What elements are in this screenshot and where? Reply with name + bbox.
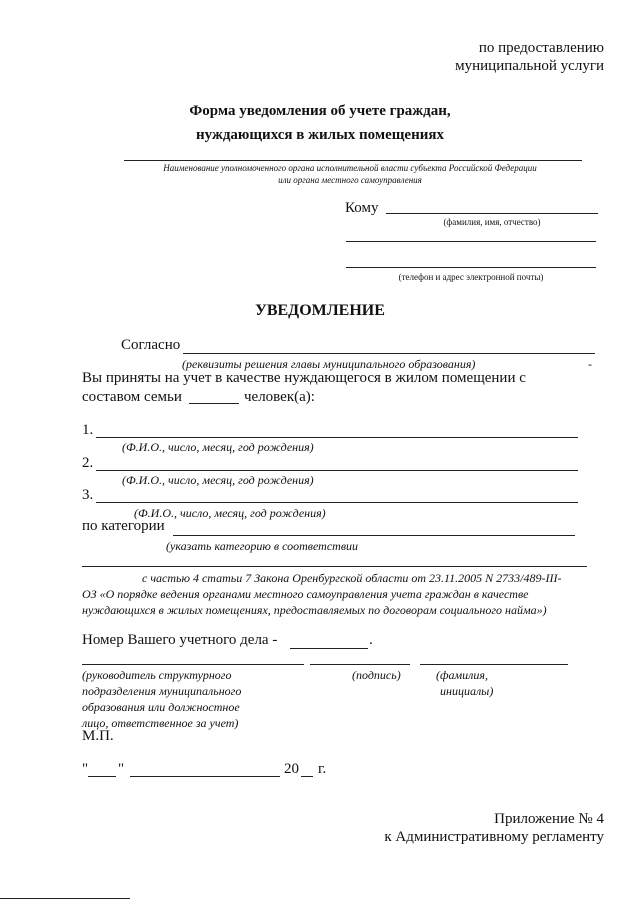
name-hint-line-2: инициалы) [440, 684, 494, 698]
date-day-line [88, 776, 116, 777]
category-label: по категории [82, 518, 165, 534]
contacts-hint: (телефон и адрес электронной почты) [398, 272, 544, 282]
fio-hint: (фамилия, имя, отчество) [443, 217, 541, 227]
family-prefix: составом семьи [82, 389, 182, 405]
decision-hint: (реквизиты решения главы муниципального образования) [182, 357, 476, 371]
accepted-line-1: Вы приняты на учет в качестве нуждающегося в жилом помещении с [82, 370, 526, 386]
case-number-label: Номер Вашего учетного дела - [82, 632, 278, 648]
date-year-line [301, 776, 313, 777]
authority-caption-line-2: или органа местного самоуправления [278, 175, 422, 185]
member-1-hint: (Ф.И.О., число, месяц, год рождения) [122, 440, 314, 454]
authority-caption-line-1: Наименование уполномоченного органа исполнительной власти субъекта Российской Федерации [163, 163, 537, 173]
date-month-line [130, 776, 280, 777]
head-caption-line-4: лицо, ответственное за учет) [82, 716, 239, 730]
decision-line [183, 353, 595, 354]
case-number-line [290, 648, 368, 649]
header-line-2: муниципальной услуги [455, 58, 604, 74]
law-line-1: с частью 4 статьи 7 Закона Оренбургской области от 23.11.2005 N 2733/489-III- [142, 571, 562, 585]
head-caption-line-2: подразделения муниципального [82, 684, 242, 698]
sign-hint: (подпись) [352, 668, 401, 682]
date-open-quote: " [82, 761, 89, 777]
date-close-quote: " [118, 761, 125, 777]
category-line-2 [82, 566, 587, 567]
head-signature-line [82, 664, 304, 665]
family-count-line [189, 403, 239, 404]
header-line-1: по предоставлению [478, 40, 604, 56]
member-1-line [96, 437, 578, 438]
member-1-number: 1. [82, 422, 94, 438]
head-caption-line-1: (руководитель структурного [82, 668, 232, 682]
member-2-line [96, 470, 578, 471]
name-hint-line-1: (фамилия, [436, 668, 488, 682]
recipient-name-line [386, 213, 598, 214]
head-caption-line-3: образования или должностное [82, 700, 240, 714]
form-title-line-2: нуждающихся в жилых помещениях [196, 127, 444, 143]
name-line [420, 664, 568, 665]
date-year-prefix: 20 [284, 761, 299, 777]
law-line-3: нуждающихся в жилых помещениях, предоставляемых по договорам социального найма») [82, 603, 547, 617]
category-hint: (указать категорию в соответствии [166, 539, 359, 553]
footnote-rule [0, 898, 130, 899]
member-3-number: 3. [82, 487, 94, 503]
to-label: Кому [345, 200, 379, 216]
decision-dash: - [588, 357, 592, 371]
member-2-hint: (Ф.И.О., число, месяц, год рождения) [122, 473, 314, 487]
recipient-contacts-line [346, 267, 596, 268]
sign-line [310, 664, 410, 665]
date-year-suffix: г. [318, 761, 327, 777]
according-label: Согласно [121, 337, 181, 353]
stamp-label: М.П. [82, 728, 114, 744]
regulation-label: к Административному регламенту [384, 829, 604, 845]
recipient-extra-line [346, 241, 596, 242]
case-number-end: . [369, 632, 373, 648]
law-line-2: ОЗ «О порядке ведения органами местного самоуправления учета граждан в качестве [82, 587, 529, 601]
notice-heading: УВЕДОМЛЕНИЕ [255, 302, 385, 319]
form-title-line-1: Форма уведомления об учете граждан, [189, 103, 451, 119]
member-3-hint: (Ф.И.О., число, месяц, год рождения) [134, 506, 326, 520]
family-suffix: человек(а): [244, 389, 315, 405]
member-2-number: 2. [82, 455, 94, 471]
member-3-line [96, 502, 578, 503]
authority-name-line [124, 160, 582, 161]
category-line [173, 535, 575, 536]
appendix-label: Приложение № 4 [494, 811, 604, 827]
